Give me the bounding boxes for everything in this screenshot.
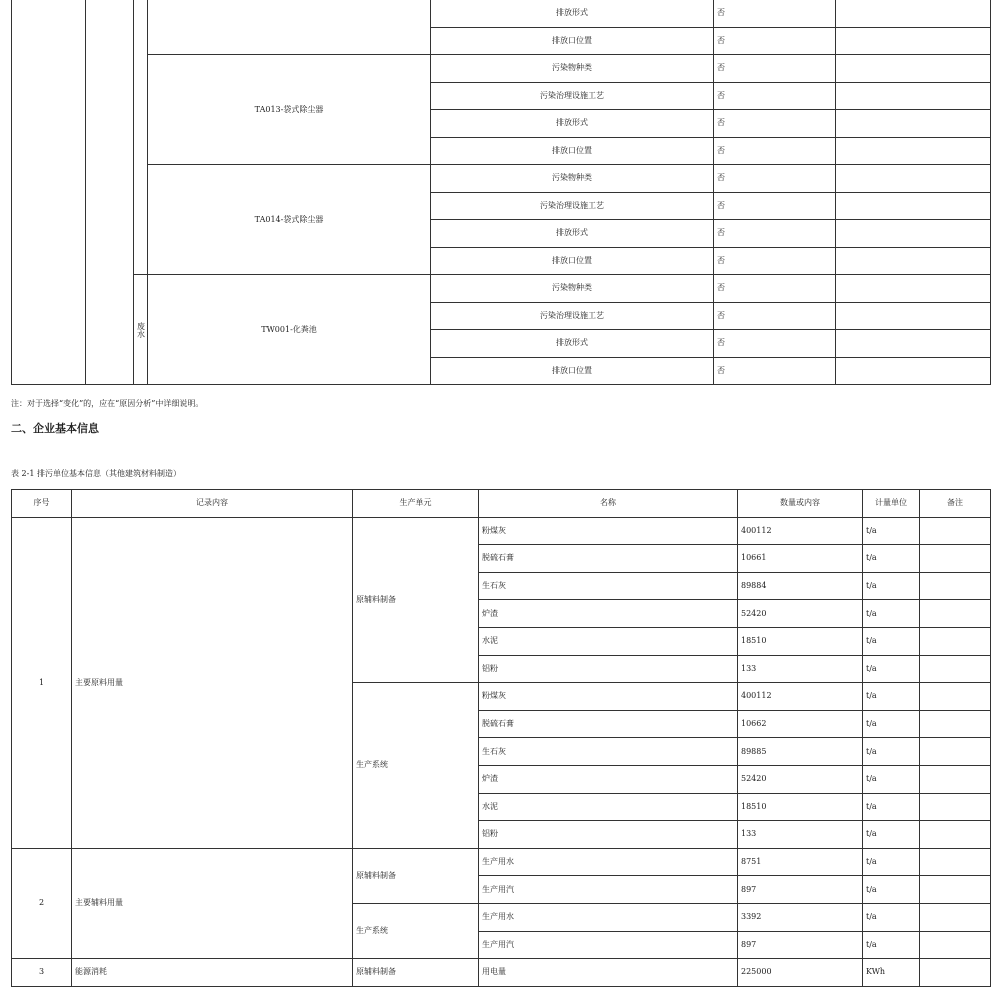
remark-cell (920, 876, 991, 904)
merged-cell (86, 0, 134, 385)
remark-cell (836, 330, 991, 358)
remark-cell (920, 738, 991, 766)
item-measure: t/a (863, 655, 920, 683)
check-item: 排放形式 (431, 0, 714, 27)
item-quantity: 225000 (738, 959, 863, 987)
item-measure: t/a (863, 821, 920, 849)
check-value: 否 (714, 192, 836, 220)
check-item: 污染治理设施工艺 (431, 82, 714, 110)
remark-cell (920, 793, 991, 821)
record-content: 能源消耗 (72, 959, 353, 987)
item-quantity: 133 (738, 821, 863, 849)
facility-name: TA014-袋式除尘器 (148, 165, 431, 275)
item-name-cell (479, 959, 738, 987)
item-name: 水泥 (479, 627, 738, 655)
remark-cell (836, 27, 991, 55)
remark-cell (920, 683, 991, 711)
item-quantity: 52420 (738, 765, 863, 793)
item-name-split (479, 967, 737, 977)
check-value: 否 (714, 137, 836, 165)
table-row (12, 517, 991, 545)
production-unit: 生产系统 (353, 683, 479, 849)
remark-cell (920, 572, 991, 600)
item-quantity: 8751 (738, 848, 863, 876)
remark-cell (836, 192, 991, 220)
merged-cell (12, 0, 86, 385)
item-measure: t/a (863, 545, 920, 573)
column-header: 序号 (12, 490, 72, 518)
remark-cell (920, 821, 991, 849)
column-header: 计量单位 (863, 490, 920, 518)
item-measure: t/a (863, 683, 920, 711)
remark-cell (920, 517, 991, 545)
item-quantity: 897 (738, 876, 863, 904)
check-value: 否 (714, 110, 836, 138)
item-measure: t/a (863, 903, 920, 931)
item-measure: t/a (863, 876, 920, 904)
item-quantity: 400112 (738, 517, 863, 545)
check-item: 排放口位置 (431, 137, 714, 165)
remark-cell (920, 848, 991, 876)
item-name: 炉渣 (479, 765, 738, 793)
item-measure: t/a (863, 793, 920, 821)
item-quantity: 89884 (738, 572, 863, 600)
remark-cell (920, 655, 991, 683)
check-item: 排放形式 (431, 220, 714, 248)
check-item: 污染物种类 (431, 275, 714, 303)
item-name: 铝粉 (479, 821, 738, 849)
item-quantity: 52420 (738, 600, 863, 628)
remark-cell (836, 247, 991, 275)
item-name: 炉渣 (479, 600, 738, 628)
check-value: 否 (714, 275, 836, 303)
wastewater-category: 废水 (134, 275, 148, 385)
item-quantity: 133 (738, 655, 863, 683)
column-header: 名称 (479, 490, 738, 518)
production-unit: 原辅料制备 (353, 517, 479, 683)
remark-cell (836, 82, 991, 110)
column-header: 备注 (920, 490, 991, 518)
table-caption: 表 2-1 排污单位基本信息（其他建筑材料制造） (11, 469, 181, 478)
table-row (12, 848, 991, 876)
check-item: 污染治理设施工艺 (431, 302, 714, 330)
column-header: 生产单元 (353, 490, 479, 518)
item-name: 脱硫石膏 (479, 545, 738, 573)
remark-cell (920, 959, 991, 987)
row-number: 3 (12, 959, 72, 987)
production-unit: 原辅料制备 (353, 848, 479, 903)
remark-cell (920, 765, 991, 793)
check-item: 排放口位置 (431, 357, 714, 385)
check-value: 否 (714, 220, 836, 248)
production-unit: 原辅料制备 (353, 959, 479, 987)
item-name: 生产用汽 (479, 876, 738, 904)
item-measure: t/a (863, 600, 920, 628)
column-header: 数量或内容 (738, 490, 863, 518)
table-row (12, 55, 991, 83)
item-measure: t/a (863, 765, 920, 793)
table-note: 注：对于选择“变化”的，应在“原因分析”中详细说明。 (11, 399, 204, 408)
remark-cell (836, 110, 991, 138)
item-quantity: 10661 (738, 545, 863, 573)
item-measure: KWh (863, 959, 920, 987)
item-name: 粉煤灰 (479, 517, 738, 545)
check-value: 否 (714, 357, 836, 385)
item-name: 粉煤灰 (479, 683, 738, 711)
table-row (12, 0, 991, 27)
item-quantity: 89885 (738, 738, 863, 766)
row-number: 2 (12, 848, 72, 958)
item-quantity: 10662 (738, 710, 863, 738)
check-value: 否 (714, 302, 836, 330)
item-measure: t/a (863, 710, 920, 738)
basic-info-table (11, 489, 991, 987)
item-quantity: 400112 (738, 683, 863, 711)
remark-cell (836, 275, 991, 303)
remark-cell (836, 357, 991, 385)
table-row (12, 959, 991, 987)
table-row (12, 165, 991, 193)
remark-cell (920, 600, 991, 628)
section-title: 二、企业基本信息 (11, 422, 99, 435)
table-row (12, 275, 991, 303)
header-row (12, 490, 991, 518)
production-unit: 生产系统 (353, 903, 479, 958)
item-measure: t/a (863, 627, 920, 655)
check-item: 排放形式 (431, 110, 714, 138)
check-value: 否 (714, 0, 836, 27)
check-item: 污染物种类 (431, 165, 714, 193)
remark-cell (836, 302, 991, 330)
check-value: 否 (714, 55, 836, 83)
record-content: 主要原料用量 (72, 517, 353, 848)
item-name: 铝粉 (479, 655, 738, 683)
remark-cell (920, 545, 991, 573)
item-name: 生石灰 (479, 572, 738, 600)
remark-cell (920, 627, 991, 655)
item-name: 生产用汽 (479, 931, 738, 959)
item-name: 水泥 (479, 793, 738, 821)
item-quantity: 3392 (738, 903, 863, 931)
record-content: 主要辅料用量 (72, 848, 353, 958)
item-quantity: 18510 (738, 627, 863, 655)
check-item: 污染物种类 (431, 55, 714, 83)
remark-cell (920, 931, 991, 959)
item-name: 用电量 (482, 967, 506, 977)
remark-cell (836, 220, 991, 248)
item-measure: t/a (863, 572, 920, 600)
check-item: 排放口位置 (431, 247, 714, 275)
item-measure: t/a (863, 931, 920, 959)
facility-name: TW001-化粪池 (148, 275, 431, 385)
item-quantity: 18510 (738, 793, 863, 821)
merged-cell (134, 0, 148, 275)
row-number: 1 (12, 517, 72, 848)
item-name: 生产用水 (479, 903, 738, 931)
item-measure: t/a (863, 848, 920, 876)
remark-cell (836, 137, 991, 165)
item-measure: t/a (863, 738, 920, 766)
item-measure: t/a (863, 517, 920, 545)
remark-cell (836, 165, 991, 193)
remark-cell (920, 710, 991, 738)
check-value: 否 (714, 165, 836, 193)
check-item: 污染治理设施工艺 (431, 192, 714, 220)
remark-cell (920, 903, 991, 931)
remark-cell (836, 0, 991, 27)
item-name: 脱硫石膏 (479, 710, 738, 738)
check-item: 排放口位置 (431, 27, 714, 55)
check-value: 否 (714, 82, 836, 110)
column-header: 记录内容 (72, 490, 353, 518)
facility-name-cell (148, 0, 431, 55)
facility-name: TA013-袋式除尘器 (148, 55, 431, 165)
remark-cell (836, 55, 991, 83)
check-value: 否 (714, 27, 836, 55)
item-name: 生石灰 (479, 738, 738, 766)
check-value: 否 (714, 330, 836, 358)
item-quantity: 897 (738, 931, 863, 959)
check-item: 排放形式 (431, 330, 714, 358)
item-name: 生产用水 (479, 848, 738, 876)
check-value: 否 (714, 247, 836, 275)
emission-facility-table (11, 0, 991, 385)
